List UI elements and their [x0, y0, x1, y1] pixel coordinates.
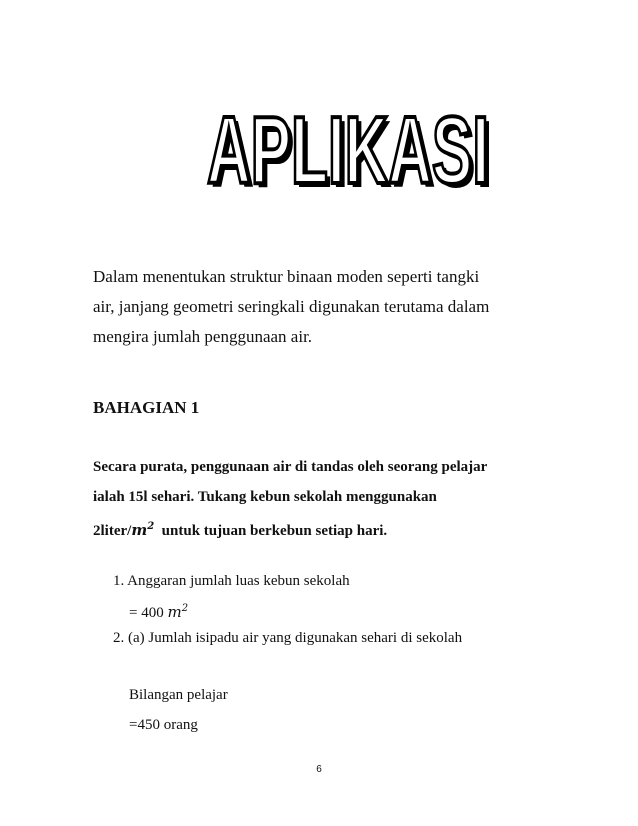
page-title: APLIKASI: [207, 97, 489, 195]
item-1-value-prefix: = 400: [129, 605, 168, 621]
area-unit-exponent: 2: [181, 603, 189, 614]
students-value: =450 orang: [129, 717, 198, 733]
problem-line: Secara purata, penggunaan air di tandas oleh seorang pelajar: [93, 459, 488, 475]
item-2-label: 2. (a) Jumlah isipadu air yang digunakan sehari di sekolah: [113, 630, 463, 646]
problem-line: [93, 512, 553, 546]
section-heading: BAHAGIAN 1: [93, 398, 200, 417]
page-number: 6: [316, 764, 322, 775]
item-1-label: 1. Anggaran jumlah luas kebun sekolah: [113, 573, 350, 589]
students-label: Bilangan pelajar: [129, 687, 228, 703]
area-unit-math: [167, 603, 188, 621]
title-shadow: APLIKASI: [211, 101, 493, 195]
unit-exponent: 2: [147, 521, 155, 532]
area-unit-base: m: [167, 603, 182, 621]
intro-line: mengira jumlah penggunaan air.: [93, 327, 313, 346]
unit-base: m: [131, 521, 148, 539]
unit-math: [131, 521, 154, 539]
intro-line: air, janjang geometri seringkali digunakan terutama dalam: [93, 297, 490, 316]
problem-paragraph: [93, 452, 553, 546]
item-1-value: [129, 598, 188, 624]
title-wordart: [200, 95, 500, 195]
problem-line: ialah 15l sehari. Tukang kebun sekolah menggunakan: [93, 489, 437, 505]
problem-line-prefix: 2liter/: [93, 523, 132, 539]
intro-line: Dalam menentukan struktur binaan moden seperti tangki: [93, 267, 480, 286]
intro-paragraph: [93, 262, 553, 352]
title-wordart-svg: [200, 95, 500, 195]
problem-line-suffix: untuk tujuan berkebun setiap hari.: [154, 523, 388, 539]
